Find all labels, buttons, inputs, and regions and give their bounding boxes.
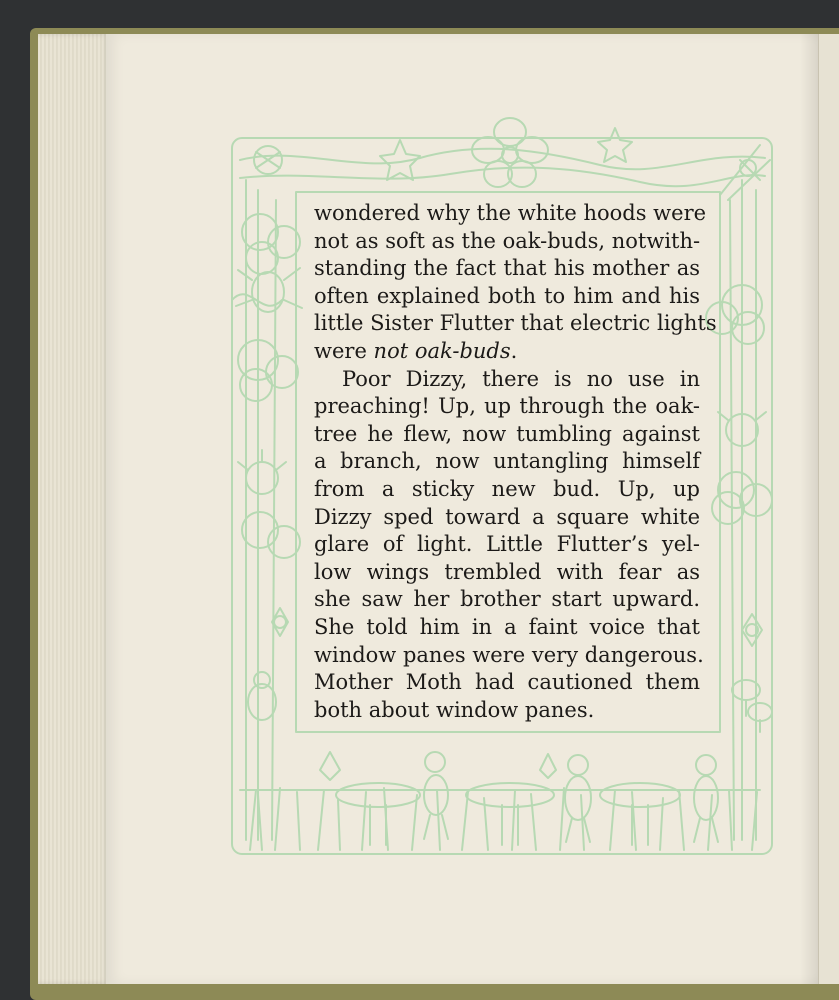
text-line: Mother Moth had cautioned them [314,670,700,695]
bug-figure-right-icon [694,755,718,842]
text-line: she saw her brother start upward. [314,587,700,612]
text-line: a branch, now untangling himself [314,449,700,474]
text-line: wondered why the white hoods were [314,201,707,225]
grasshopper-right-icon [720,145,770,200]
text-line: glare of light. Little Flutter’s yel- [314,532,700,557]
text-line: She told him in a faint voice that [314,614,700,639]
toadstool-table-center-icon [466,783,554,845]
text-line: often explained both to him and his [314,283,700,308]
text-line-emphasis [314,338,700,366]
text-line: preaching! Up, up through the oak- [314,394,700,419]
bug-figure-center-icon [565,755,591,842]
paragraph-start-line: Poor Dizzy, there is no use in [342,366,700,391]
bug-figure-left-icon [424,752,448,839]
clover-top-left-icon [254,146,282,174]
text-line: low wings trembled with fear as [314,559,700,584]
toadstool-table-left-icon [336,783,420,845]
mushrooms-right-icon [732,680,772,732]
text-fragment: . [510,338,518,363]
text-line: little Sister Flutter that electric lights [314,311,717,336]
daffodil-right-icon [742,614,762,646]
italic-emphasis: not oak-buds [373,338,511,363]
text-line: not as soft as the oak-buds, notwith- [314,228,701,253]
clover-left-icon [238,214,300,558]
grass-blades [250,788,757,850]
top-vine-2 [240,168,765,187]
text-line: both about window panes. [314,697,595,722]
text-line: tree he flew, now tumbling against [314,421,700,446]
text-fragment: were [314,338,374,363]
text-line: Dizzy sped toward a square white [314,504,700,529]
text-line: window panes were very dangerous. [314,642,704,667]
text-line: standing the fact that his mother as [314,256,700,281]
story-text-block [314,200,717,724]
text-line: from a sticky new bud. Up, up [314,476,700,501]
